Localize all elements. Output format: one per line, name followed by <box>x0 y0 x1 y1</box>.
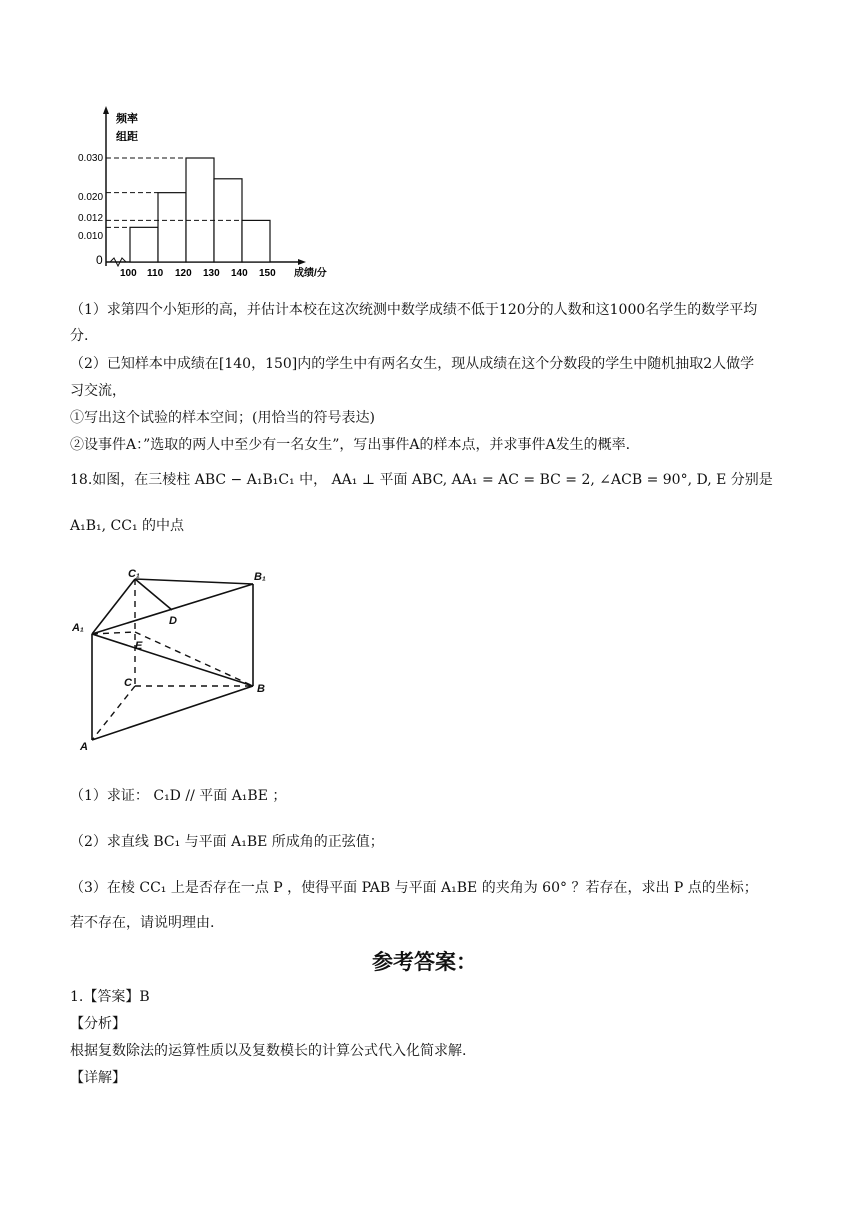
q18-statement: 18.如图，在三棱柱 ABC − A₁B₁C₁ 中， AA₁ ⊥ 平面 ABC, AA₁ = AC = BC = 2, ∠ACB = 90°, D, E 分别是 <box>70 472 773 488</box>
y-tick-0030: 0.030 <box>78 153 104 164</box>
x-tick-130: 130 <box>203 268 220 279</box>
label-A1: A₁ <box>72 622 84 634</box>
label-A: A <box>80 741 88 753</box>
frequency-histogram <box>70 100 370 280</box>
origin-label: 0 <box>96 253 103 267</box>
y-tick-0020: 0.020 <box>78 192 104 203</box>
histogram-bar-1 <box>158 193 186 262</box>
q17-part2: （2）已知样本中成绩在[140，150]内的学生中有两名女生，现从成绩在这个分数段的学生中随机抽取2人做学 <box>70 356 755 372</box>
q17-part1: （1）求第四个小矩形的高，并估计本校在这次统测中数学成绩不低于120分的人数和这1000名学生的数学平均 <box>70 302 758 318</box>
q17-part2-item1: ①写出这个试验的样本空间；(用恰当的符号表达) <box>70 410 375 426</box>
q18-statement-cont: A₁B₁, CC₁ 的中点 <box>70 518 185 534</box>
x-tick-150: 150 <box>259 268 276 279</box>
q18-part2: （2）求直线 BC₁ 与平面 A₁BE 所成角的正弦值； <box>70 834 384 850</box>
histogram-bar-2 <box>186 158 214 262</box>
analysis-heading: 【分析】 <box>70 1016 126 1032</box>
q18-part3: （3）在棱 CC₁ 上是否存在一点 P ，使得平面 PAB 与平面 A₁BE 的夹角为 60° ？若存在，求出 P 点的坐标； <box>70 880 758 896</box>
q17-part2-cont: 习交流， <box>70 383 126 399</box>
y-axis-label-line1: 频率 <box>116 113 138 125</box>
y-tick-0010: 0.010 <box>78 231 104 242</box>
q18-part3-cont: 若不存在，请说明理由. <box>70 915 215 931</box>
x-axis-label: 成绩/分 <box>294 268 327 279</box>
x-tick-120: 120 <box>175 268 192 279</box>
label-C1: C₁ <box>128 568 140 580</box>
y-axis-label-line2: 组距 <box>116 131 138 143</box>
detail-heading: 【详解】 <box>70 1070 126 1086</box>
q17-part1-cont: 分. <box>70 328 89 344</box>
analysis-text: 根据复数除法的运算性质以及复数模长的计算公式代入化简求解. <box>70 1043 467 1059</box>
label-B1: B₁ <box>254 571 266 583</box>
histogram-bar-0 <box>130 227 158 262</box>
q17-part2-item2: ②设事件A：”选取的两人中至少有一名女生”，写出事件A的样本点，并求事件A发生的概率. <box>70 437 631 453</box>
label-E: E <box>135 640 143 652</box>
label-B: B <box>257 683 265 695</box>
label-D: D <box>169 615 177 627</box>
q18-part1: （1）求证： C₁D // 平面 A₁BE ； <box>70 788 287 804</box>
answer-1: 1.【答案】B <box>70 989 150 1005</box>
histogram-bar-4 <box>242 220 270 262</box>
x-tick-110: 110 <box>147 268 164 279</box>
x-tick-100: 100 <box>120 268 137 279</box>
x-tick-140: 140 <box>231 268 248 279</box>
prism-figure <box>72 564 282 756</box>
y-tick-0012: 0.012 <box>78 213 104 224</box>
label-C: C <box>124 677 132 689</box>
answers-heading: 参考答案： <box>372 949 477 974</box>
